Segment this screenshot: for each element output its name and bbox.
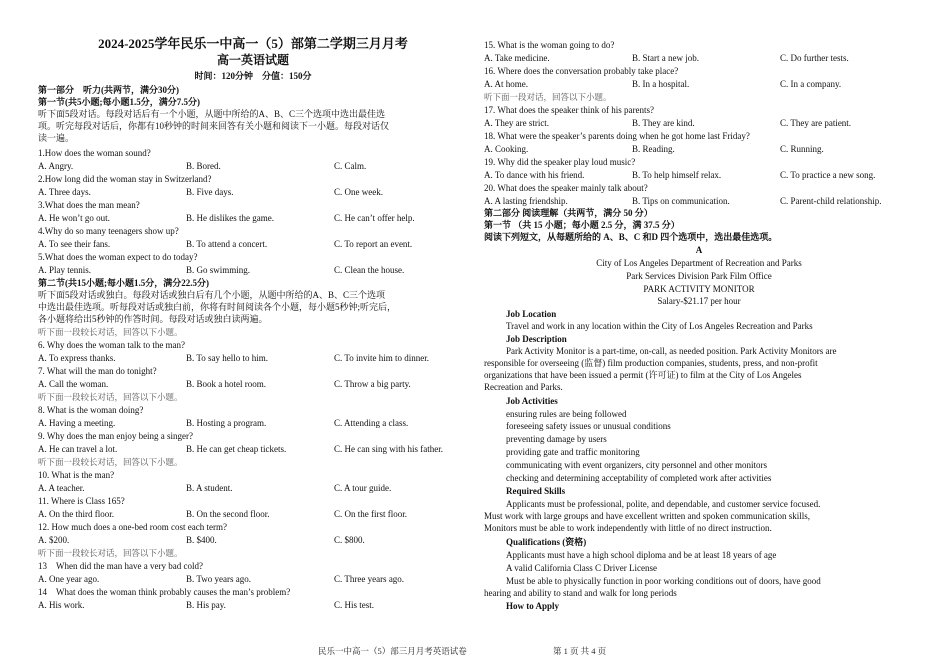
option-b: B. He can get cheap tickets. — [186, 444, 287, 454]
paragraph-line: organizations that have been issued a permit (许可证) to film at the City of Los Angeles — [484, 370, 802, 380]
option-b: B. In a hospital. — [632, 79, 690, 89]
paragraph-line: responsible for overseeing (监督) film production companies, students, press, and non-profit — [484, 358, 818, 368]
paragraph-line: Must be able to physically function in poor working conditions out of doors, have good — [506, 576, 821, 586]
option-c: C. Throw a big party. — [334, 379, 411, 389]
option-b: B. Two years ago. — [186, 574, 251, 584]
option-a: A. Call the woman. — [38, 379, 109, 389]
option-a: A. They are strict. — [484, 118, 550, 128]
paragraph-line: Recreation and Parks. — [484, 382, 563, 392]
question-8: 8. What is the woman doing? — [38, 405, 144, 415]
paragraph-line: Must work with large groups and have excellent written and spoken communication skills, — [484, 511, 811, 521]
option-b: B. To say hello to him. — [186, 353, 268, 363]
option-c: C. To invite him to dinner. — [334, 353, 429, 363]
question-5: 5.What does the woman expect to do today? — [38, 252, 198, 262]
option-c: C. His test. — [334, 600, 375, 610]
activity-item: ensuring rules are being followed — [506, 409, 627, 419]
option-b: B. To help himself relax. — [632, 170, 722, 180]
exam-title: 2024-2025学年民乐一中高一（5）部第二学期三月月考 — [98, 36, 408, 51]
option-c: C. Three years ago. — [334, 574, 405, 584]
paragraph-line: Monitors must be able to work independently with little of no direct instruction. — [484, 523, 772, 533]
option-a: A. Angry. — [38, 161, 74, 171]
option-b: B. Five days. — [186, 187, 234, 197]
question-11: 11. Where is Class 165? — [38, 496, 125, 506]
option-a: A. To see their fans. — [38, 239, 111, 249]
part1-sec2: 第二节(共15小题;每小题1.5分，满分22.5分) — [38, 278, 209, 288]
question-18: 18. What were the speaker’s parents doing when he got home last Friday? — [484, 131, 750, 141]
option-b: B. A student. — [186, 483, 233, 493]
question-6: 6. Why does the woman talk to the man? — [38, 340, 186, 350]
section-heading: How to Apply — [506, 601, 560, 611]
exam-subtitle: 高一英语试题 — [216, 53, 289, 67]
option-b: B. He dislikes the game. — [186, 213, 274, 223]
option-b: B. Start a new job. — [632, 53, 699, 63]
option-a: A. A lasting friendship. — [484, 196, 568, 206]
sec2-instruction: 各小题将给出5秒钟的作答时间。每段对话或独白读两遍。 — [38, 314, 268, 324]
option-c: C. Parent-child relationship. — [780, 196, 882, 206]
option-c: C. They are patient. — [780, 118, 852, 128]
option-c: C. Do further tests. — [780, 53, 849, 63]
option-b: B. His pay. — [186, 600, 226, 610]
option-b: B. Reading. — [632, 144, 675, 154]
option-b: B. $400. — [186, 535, 217, 545]
part2-heading: 第二部分 阅读理解（共两节，满分 50 分） — [484, 208, 653, 218]
option-a: A. Take medicine. — [484, 53, 550, 63]
activity-item: preventing damage by users — [506, 434, 607, 444]
sec2-instruction: 中选出最佳选项。听每段对话或独白前，你将有时间阅读各个小题，每小题5秒钟;听完后， — [38, 302, 397, 312]
listen-note: 听下面一段对话，回答以下小题。 — [484, 92, 612, 102]
question-1: 1.How does the woman sound? — [38, 148, 151, 158]
job-title: PARK ACTIVITY MONITOR — [643, 284, 755, 294]
question-12: 12. How much does a one-bed room cost each term? — [38, 522, 227, 532]
question-10: 10. What is the man? — [38, 470, 115, 480]
sec2-instruction: 听下面5段对话或独白。每段对话或独白后有几个小题，从题中所给的A、B、C三个选项 — [38, 290, 386, 300]
part1-heading: 第一部分 听力(共两节，满分30分) — [38, 85, 179, 95]
option-a: A. To dance with his friend. — [484, 170, 585, 180]
option-b: B. Hosting a program. — [186, 418, 267, 428]
question-20: 20. What does the speaker mainly talk about? — [484, 183, 648, 193]
option-a: A. He can travel a lot. — [38, 444, 118, 454]
option-c: C. On the first floor. — [334, 509, 407, 519]
option-a: A. Three days. — [38, 187, 91, 197]
option-b: B. They are kind. — [632, 118, 695, 128]
option-c: C. A tour guide. — [334, 483, 392, 493]
option-c: C. To report an event. — [334, 239, 413, 249]
footer-page-number: 第 1 页 共 4 页 — [553, 646, 607, 656]
option-a: A. $200. — [38, 535, 70, 545]
question-3: 3.What does the man mean? — [38, 200, 140, 210]
paragraph-line: Applicants must be professional, polite, and dependable, and customer service focused. — [506, 499, 821, 509]
part1-sec1: 第一节(共5小题;每小题1.5分，满分7.5分) — [38, 97, 200, 107]
option-c: C. $800. — [334, 535, 365, 545]
section-heading: Required Skills — [506, 486, 566, 496]
option-a: A. He won’t go out. — [38, 213, 110, 223]
org-line: Park Services Division Park Film Office — [626, 271, 772, 281]
paragraph-line: Travel and work in any location within the City of Los Angeles Recreation and Parks — [506, 321, 813, 331]
question-15: 15. What is the woman going to do? — [484, 40, 615, 50]
paragraph-line: Applicants must have a high school diploma and be at least 18 years of age — [506, 550, 777, 560]
paragraph-line: Park Activity Monitor is a part-time, on-call, as needed position. Park Activity Monitors are — [506, 346, 837, 356]
option-c: C. Calm. — [334, 161, 367, 171]
activity-item: providing gate and traffic monitoring — [506, 447, 640, 457]
sec1-instruction: 项。听完每段对话后，你都有10秒钟的时间来回答有关小题和阅读下一小题。每段对话仅 — [38, 121, 390, 131]
option-a: A. His work. — [38, 600, 85, 610]
listen-note: 听下面一段较长对话，回答以下小题。 — [38, 327, 183, 337]
activity-item: communicating with event organizers, city personnel and other monitors — [506, 460, 768, 470]
option-c: C. Clean the house. — [334, 265, 405, 275]
part2-instruction: 阅读下列短文，从每题所给的 A、B、C 和D 四个选项中，选出最佳选项。 — [484, 232, 778, 242]
activity-item: foreseeing safety issues or unusual conditions — [506, 421, 671, 431]
option-c: C. To practice a new song. — [780, 170, 876, 180]
listen-note: 听下面一段较长对话，回答以下小题。 — [38, 548, 183, 558]
section-heading: Job Activities — [506, 396, 558, 406]
option-a: A. One year ago. — [38, 574, 100, 584]
org-line: City of Los Angeles Department of Recreation and Parks — [596, 258, 802, 268]
paragraph-line: hearing and ability to stand and walk for long periods — [484, 588, 677, 598]
option-a: A. Having a meeting. — [38, 418, 116, 428]
option-a: A. A teacher. — [38, 483, 85, 493]
option-a: A. At home. — [484, 79, 528, 89]
question-13: 13 When did the man have a very bad cold? — [38, 561, 203, 571]
activity-item: checking and determining acceptability of completed work after activities — [506, 473, 772, 483]
option-b: B. Go swimming. — [186, 265, 251, 275]
passage-label: A — [695, 245, 703, 255]
option-b: B. On the second floor. — [186, 509, 270, 519]
option-a: A. To express thanks. — [38, 353, 116, 363]
question-4: 4.Why do so many teenagers show up? — [38, 226, 179, 236]
option-a: A. On the third floor. — [38, 509, 114, 519]
question-2: 2.How long did the woman stay in Switzerland? — [38, 174, 212, 184]
listen-note: 听下面一段较长对话，回答以下小题。 — [38, 457, 183, 467]
option-c: C. One week. — [334, 187, 383, 197]
part2-sec1: 第一节 （共 15 小题；每小题 2.5 分，满 37.5 分） — [484, 220, 680, 230]
option-b: B. Tips on communication. — [632, 196, 730, 206]
salary: Salary-$21.17 per hour — [657, 296, 741, 306]
option-b: B. To attend a concert. — [186, 239, 268, 249]
sec1-instruction: 读一遍。 — [38, 133, 75, 143]
section-heading: Job Location — [506, 309, 557, 319]
question-14: 14 What does the woman think probably causes the man’s problem? — [38, 587, 291, 597]
sec1-instruction: 听下面5段对话。每段对话后有一个小题，从题中所给的A、B、C三个选项中选出最佳选 — [38, 109, 386, 119]
option-b: B. Book a hotel room. — [186, 379, 266, 389]
question-7: 7. What will the man do tonight? — [38, 366, 157, 376]
paragraph-line: A valid California Class C Driver License — [506, 563, 657, 573]
question-9: 9. Why does the man enjoy being a singer? — [38, 431, 194, 441]
option-c: C. In a company. — [780, 79, 842, 89]
option-c: C. Running. — [780, 144, 824, 154]
section-heading: Job Description — [506, 334, 567, 344]
option-c: C. He can’t offer help. — [334, 213, 415, 223]
option-a: A. Play tennis. — [38, 265, 91, 275]
listen-note: 听下面一段较长对话，回答以下小题。 — [38, 392, 183, 402]
option-c: C. He can sing with his father. — [334, 444, 443, 454]
option-a: A. Cooking. — [484, 144, 529, 154]
exam-meta: 时间：120分钟 分值：150分 — [194, 71, 312, 81]
question-17: 17. What does the speaker think of his parents? — [484, 105, 655, 115]
question-19: 19. Why did the speaker play loud music? — [484, 157, 636, 167]
option-c: C. Attending a class. — [334, 418, 409, 428]
footer-exam-name: 民乐一中高一（5）部三月月考英语试卷 — [318, 646, 467, 656]
section-heading: Qualifications (资格) — [506, 537, 587, 547]
option-b: B. Bored. — [186, 161, 221, 171]
question-16: 16. Where does the conversation probably take place? — [484, 66, 679, 76]
